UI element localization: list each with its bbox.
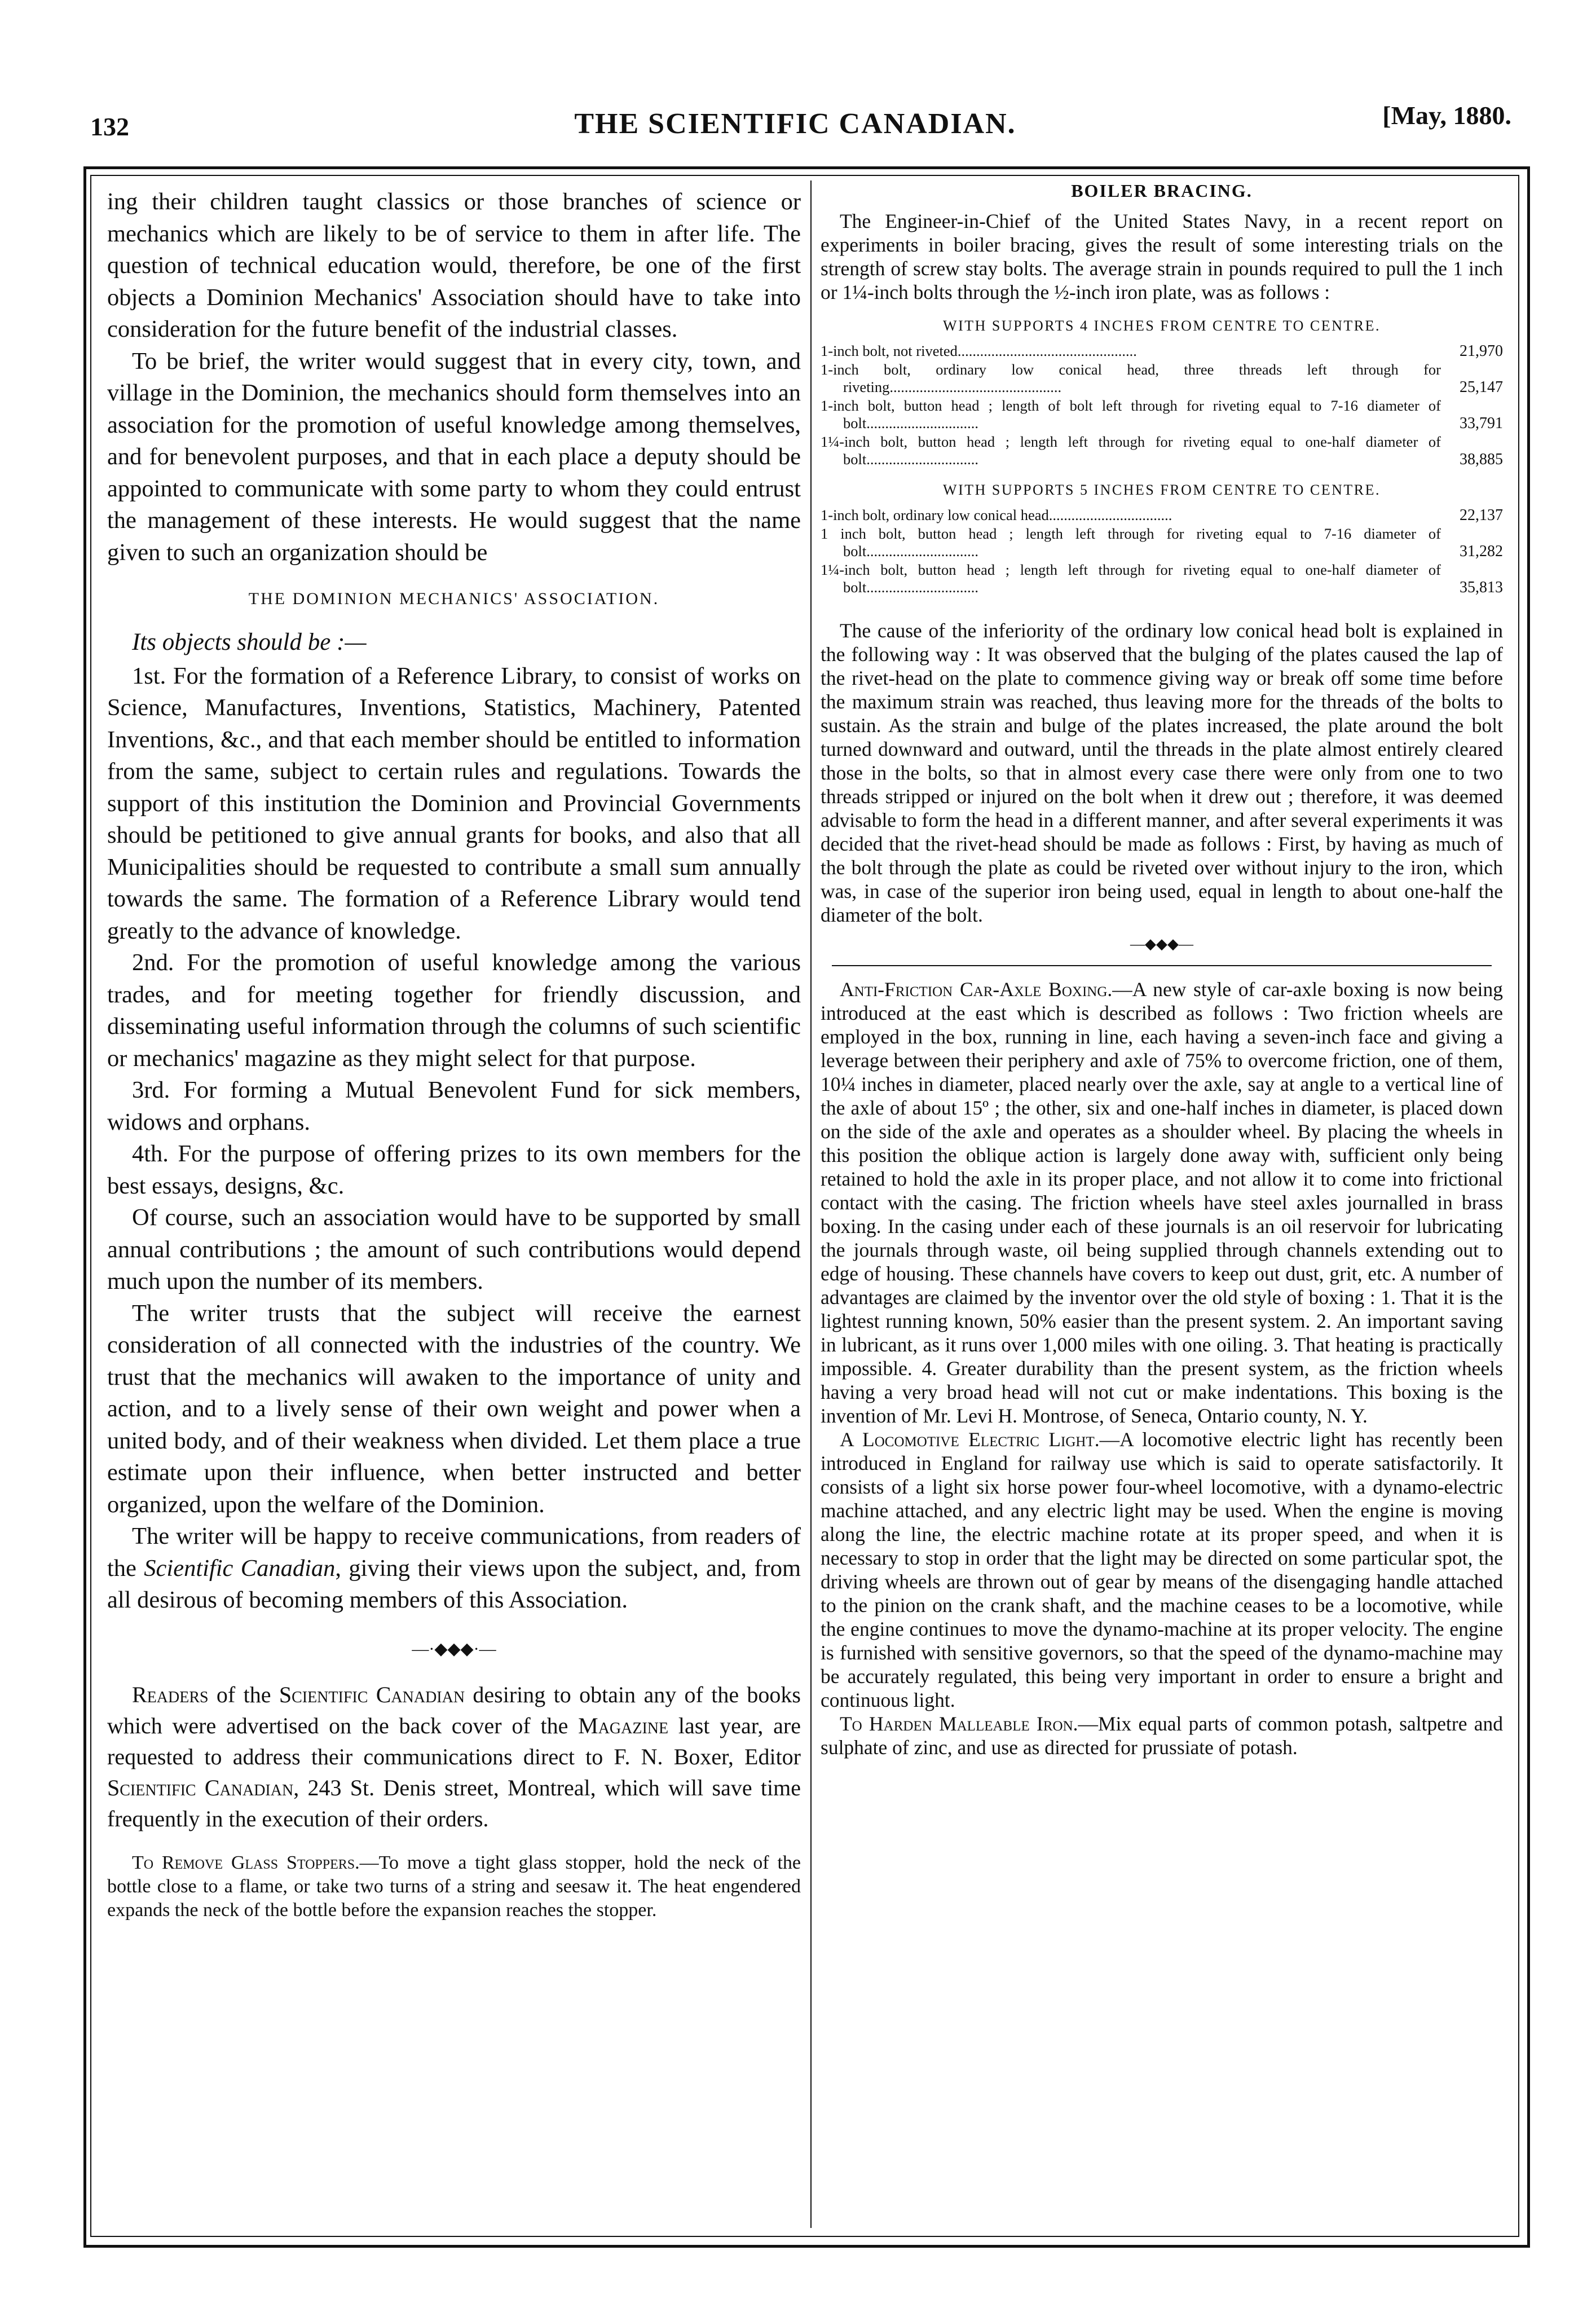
object-item: 4th. For the purpose of offering prizes to its own members for the best essays, designs, &c. xyxy=(107,1140,801,1199)
page-number: 132 xyxy=(90,112,129,141)
article-paragraph: Of course, such an association would have to be supported by small annual contributions ; the amount of such contributions would depend much upon the number of its members. xyxy=(107,1204,801,1294)
association-name: THE DOMINION MECHANICS' ASSOCIATION. xyxy=(248,589,660,608)
locomotive-item: A Locomotive Electric Light.—A locomotive electric light has recently been introduced in England for railway use which is said to operate satisfactorily. It consists of a light six horse power four-wheel locomotive, with a dynamo-electric machine attached, and any electric light may be used. When the engine is moving along the line, the electric machine rotate at its proper speed, and when it is necessary to stop in order that the light may be directed on some particular spot, the driving wheels are thrown out of gear by means of the disengaging handle attached to the pinion on the crank shaft, and the machine ceases to be a locomotive, while the engine continues to move the dynamo-machine at its proper velocity. The engine is furnished with sensitive governors, so that the speed of the dynamo-machine may be accurately regulated, this being very important in order to ensure a bright and continuous light. xyxy=(821,1428,1503,1711)
publication-title: THE SCIENTIFIC CANADIAN. xyxy=(574,108,1016,140)
table-row: 1¼-inch bolt, button head ; length left through for riveting equal to one-half diameter of bolt.............................. 35,813 xyxy=(821,561,1503,596)
table-row: 1-inch bolt, not riveted................................................ 21,970 xyxy=(821,342,1503,360)
objects-intro: Its objects should be :— xyxy=(132,628,367,655)
article-paragraph: The writer trusts that the subject will receive the earnest consideration of all connected with the industries of the country. We trust that the mechanics will awaken to the importance of unity and action, and to a lively sense of their own weight and power when a united body, and of their weakness when divided. Let them place a true estimate upon their influence, when better instructed and better organized, upon the welfare of the Dominion. xyxy=(107,1300,801,1518)
final-paragraph: The writer will be happy to receive communications, from readers of the Scientific Canadian, giving their views upon the subject, and, from all desirous of becoming members of this Association. xyxy=(107,1523,801,1613)
item-heading: Anti-Friction Car-Axle Boxing. xyxy=(840,978,1113,1001)
boiler-intro: The Engineer-in-Chief of the United States Navy, in a recent report on experiments in boiler bracing, gives the result of some interesting trials on the strength of screw stay bolts. The average strain in pounds required to pull the 1 inch or 1¼-inch bolts through the ½-inch iron plate, was as follows : xyxy=(821,210,1503,303)
item-heading: To Remove Glass Stoppers. xyxy=(132,1852,360,1873)
boiler-explanation: The cause of the inferiority of the ordinary low conical head bolt is explained in the following way : It was observed that the bulging of the plates caused the lap of the rivet-head on the plate to commence giving way or break off some time before the maximum strain was reached, thus leaving more for the threads of the bolts to sustain. As the strain and bulge of the plates increased, the plate around the bolt turned downward and outward, until the threads in the plate almost entirely cleared those in the bolts, so that in almost every case there were only from one to two threads stripped or injured on the bolt when it drew out ; therefore, it was deemed advisable to form the head in a different manner, and after several experiments it was decided that the rivet-head should be made as follows : First, by having as much of the bolt through the plate as could be riveted over without injury to the iron, which was, in case of the superior iron being used, equal in length to about one-half the diameter of the bolt. xyxy=(821,619,1503,926)
table-row: 1¼-inch bolt, button head ; length left through for riveting equal to one-half diameter of bolt.............................. 38,885 xyxy=(821,433,1503,468)
issue-date: [May, 1880. xyxy=(1382,101,1511,130)
article-paragraph: ing their children taught classics or those branches of science or mechanics which are likely to be of service to them in after life. The question of technical education would, therefore, be one of the first objects a Dominion Mechanics' Association should have to take into consideration for the future benefit of the industrial classes. xyxy=(107,188,801,342)
malleable-item: To Harden Malleable Iron.—Mix equal parts of common potash, saltpetre and sulphate of zinc, and use as directed for prussiate of potash. xyxy=(821,1712,1503,1759)
section-divider: —·◆◆◆·— xyxy=(412,1639,496,1658)
section-divider: —◆◆◆— xyxy=(1130,936,1193,952)
table-row: 1-inch bolt, ordinary low conical head, three threads left through for riveting.............................................. 25,147 xyxy=(821,361,1503,396)
horizontal-rule xyxy=(832,965,1492,966)
object-item: 3rd. For forming a Mutual Benevolent Fund for sick members, widows and orphans. xyxy=(107,1077,801,1135)
trial-table-4in xyxy=(821,342,1503,468)
table-row: 1-inch bolt, button head ; length of bolt left through for riveting equal to 7-16 diameter of bolt.............................. 33,791 xyxy=(821,397,1503,432)
association-article xyxy=(107,186,801,1617)
object-item: 2nd. For the promotion of useful knowledge among the various trades, and for meeting together for friendly discussion, and disseminating useful information through the columns of such scientific or mechanics' magazine as they might select for that purpose. xyxy=(107,949,801,1072)
right-column xyxy=(821,180,1503,2228)
table-row: 1 inch bolt, button head ; length left through for riveting equal to 7-16 diameter of bolt.............................. 31,282 xyxy=(821,525,1503,560)
article-paragraph: To be brief, the writer would suggest that in every city, town, and village in the Dominion, the mechanics should form themselves into an association for the promotion of useful knowledge among themselves, and for benevolent purposes, and that in each place a deputy should be appointed to communicate with some party to whom they could entrust the management of these interests. He would suggest that the name given to such an organization should be xyxy=(107,347,801,566)
item-heading: To Harden Malleable Iron. xyxy=(840,1712,1078,1735)
table-caption-5in: WITH SUPPORTS 5 INCHES FROM CENTRE TO CENTRE. xyxy=(943,482,1381,498)
anti-friction-item: Anti-Friction Car-Axle Boxing.—A new style of car-axle boxing is now being introduced at the east which is described as follows : Two friction wheels are employed in the box, running in line, each having a seven-inch face and giving a leverage between their periphery and axle of 75% to overcome friction, one of them, 10¼ inches in diameter, placed nearly over the axle, say at angle to a vertical line of the axle of about 15º ; the other, six and one-half inches in diameter, is placed down on the side of the axle and operates as a shoulder wheel. By placing the wheels in this position the oblique action is largely done away with, sufficient only being retained to hold the axle in its proper place, and not allow it to come into frictional contact with the casing. The friction wheels have steel axles journalled in brass boxing. In the casing under each of these journals is an oil reservoir for lubricating the journals through waste, oil being supplied through channels extending out to edge of housing. These channels have covers to keep out dust, grit, etc. A number of advantages are claimed by the inventor over the old style of boxing : 1. That it is the lightest running known, 50% easier than the present system. 2. An important saving in lubricant, as it runs over 1,000 miles with one oiling. 3. That heating is practically impossible. 4. Greater durability than the present system, as the friction wheels having a very broad head will not cut or make indentations. This boxing is the invention of Mr. Levi H. Montrose, of Seneca, Ontario county, N. Y. xyxy=(821,978,1504,1427)
table-row: 1-inch bolt, ordinary low conical head................................. 22,137 xyxy=(821,507,1503,524)
page-header xyxy=(79,85,1511,141)
left-column xyxy=(107,186,801,2228)
column-rule xyxy=(810,180,812,2228)
table-caption-4in: WITH SUPPORTS 4 INCHES FROM CENTRE TO CENTRE. xyxy=(943,318,1381,334)
readers-notice: Readers of the Scientific Canadian desiring to obtain any of the books which were advertised on the back cover of the Magazine last year, are requested to address their communications direct to F. N. Boxer, Editor Scientific Canadian, 243 St. Denis street, Montreal, which will save time frequently in the execution of their orders. xyxy=(107,1681,801,1831)
boiler-heading: BOILER BRACING. xyxy=(1071,180,1253,201)
journal-name: Scientific Canadian xyxy=(144,1554,336,1582)
glass-stoppers-item: To Remove Glass Stoppers.—To move a tight glass stopper, hold the neck of the bottle close to a flame, or take two turns of a string and seesaw it. The heat engendered expands the neck of the bottle before the expansion reaches the stopper. xyxy=(107,1852,801,1921)
item-heading: A Locomotive Electric Light. xyxy=(840,1428,1100,1451)
trial-table-5in xyxy=(821,507,1503,596)
object-item: 1st. For the formation of a Reference Library, to consist of works on Science, Manufactures, Inventions, Statistics, Machinery, Patented Inventions, &c., and that each member should be entitled to information from the same, subject to certain rules and regulations. Towards the support of this institution the Dominion and Provincial Governments should be petitioned to give annual grants for books, and also that all Municipalities should be requested to contribute a small sum annually towards the same. The formation of a Reference Library would tend greatly to the advance of knowledge. xyxy=(107,662,801,944)
